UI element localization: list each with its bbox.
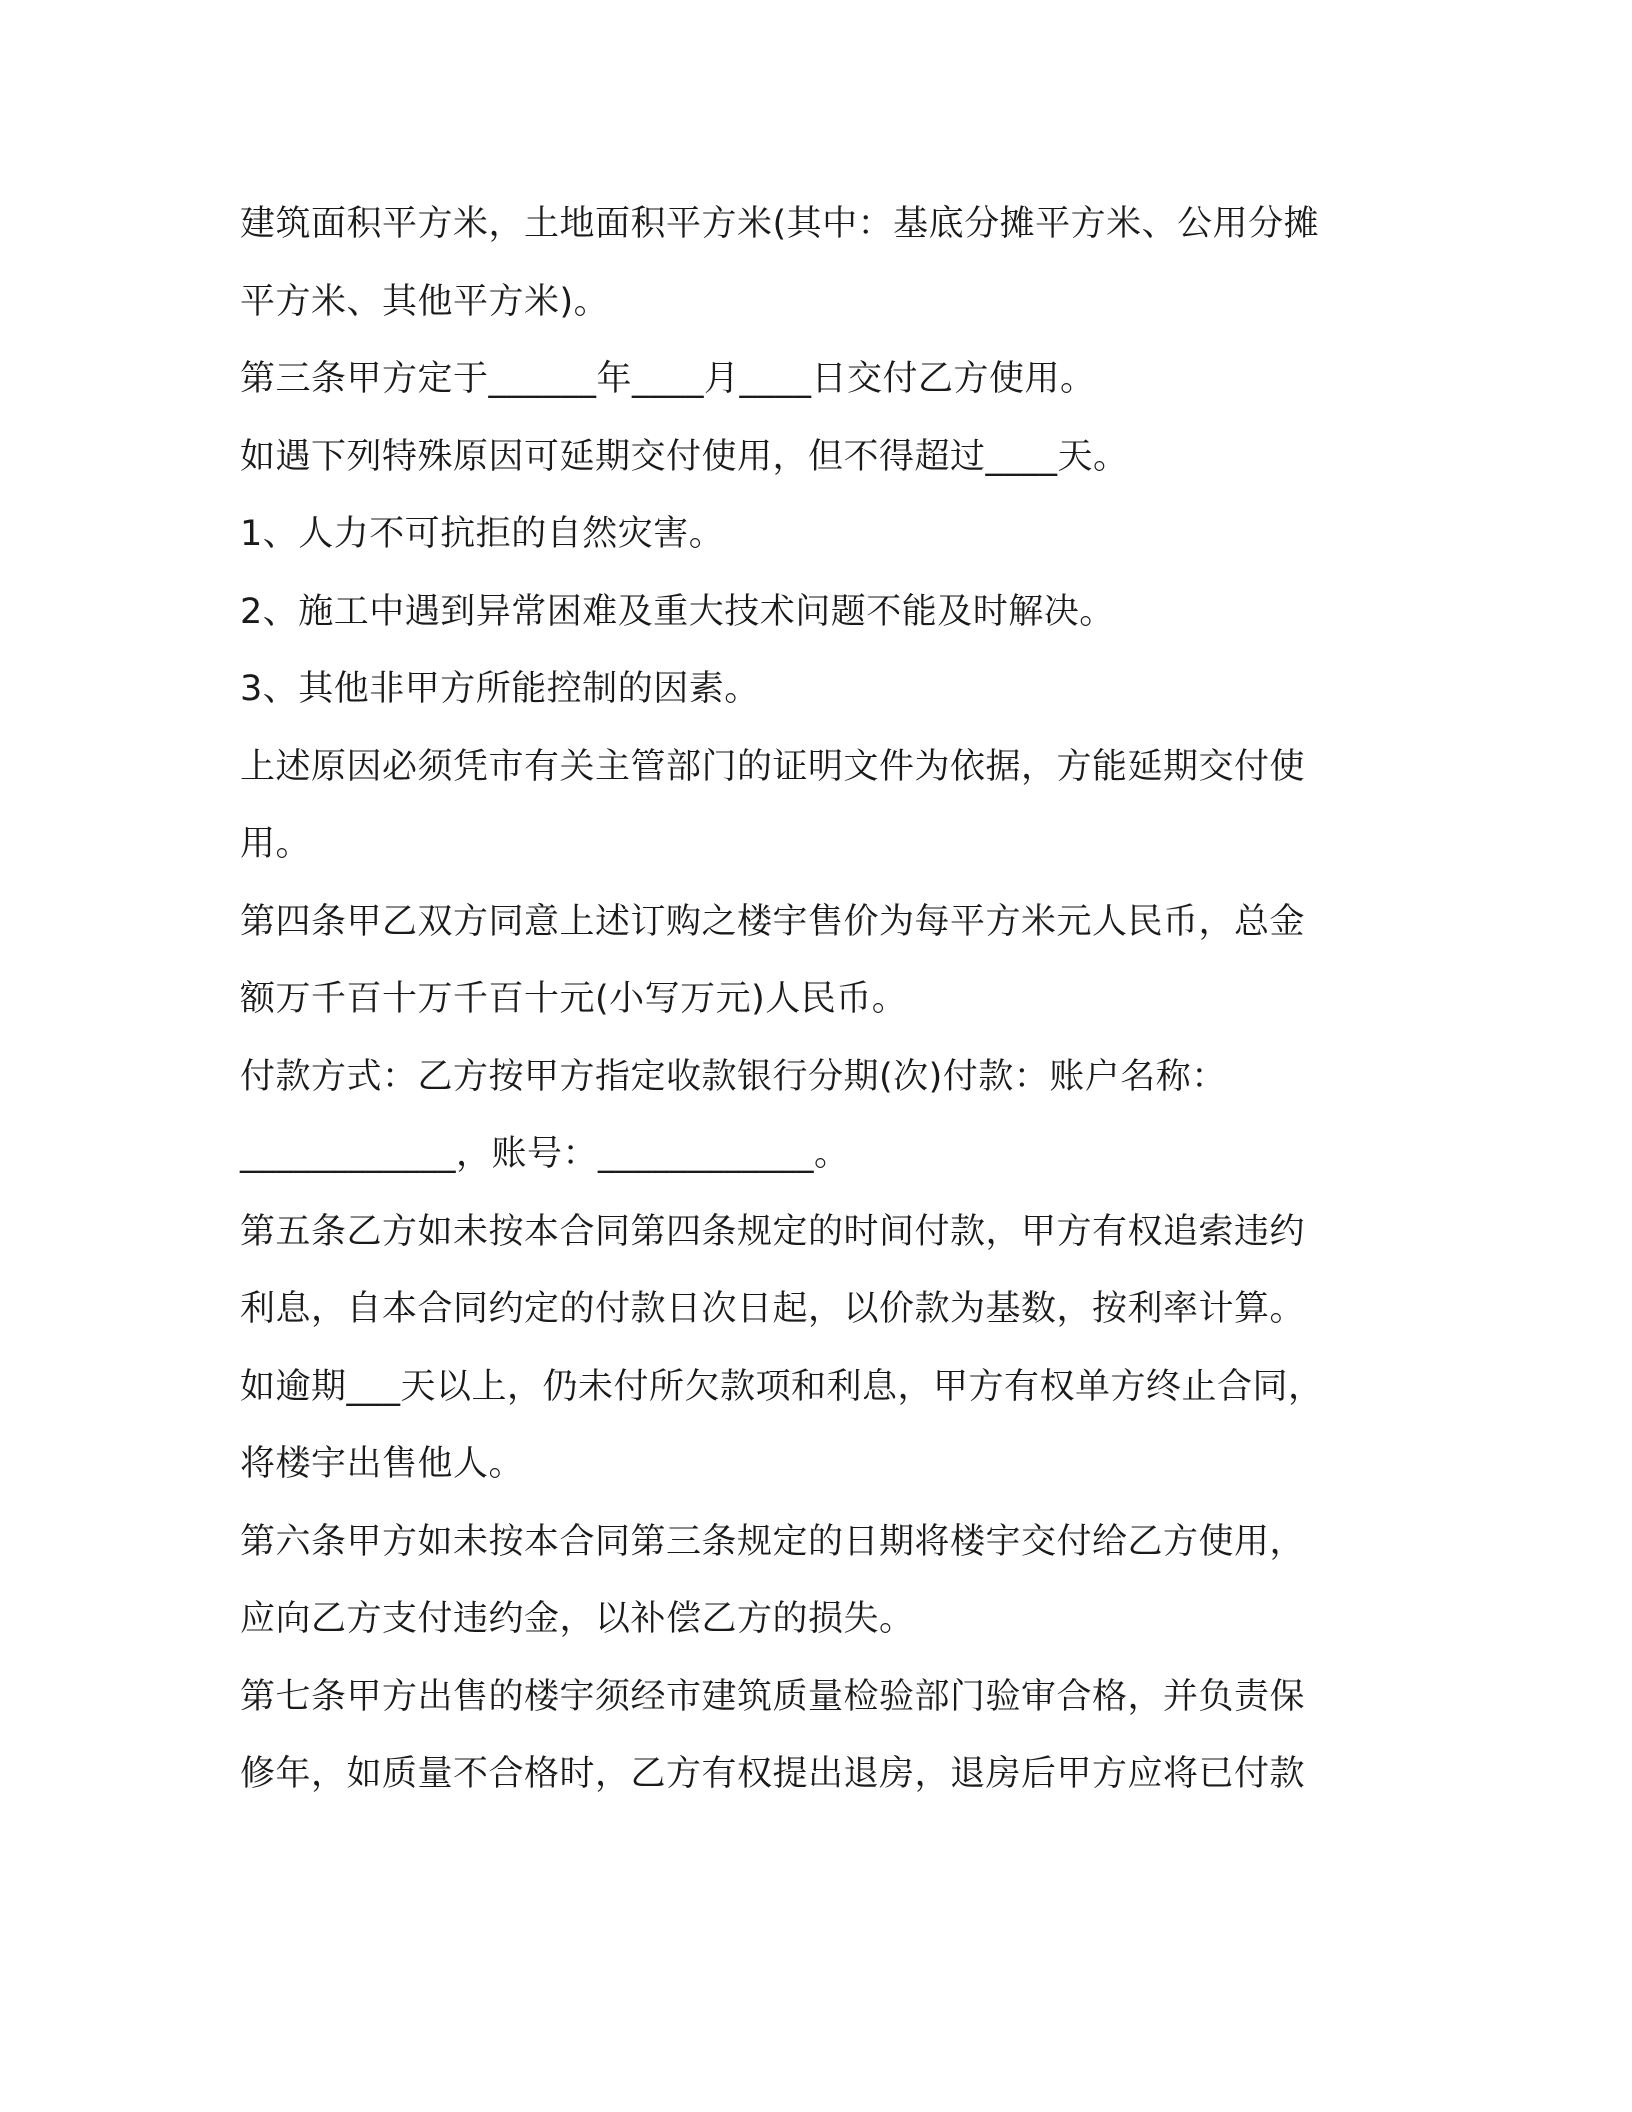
text-line: 额万千百十万千百十元(小写万元)人民币。 xyxy=(240,979,908,1019)
document-body xyxy=(240,186,1400,1814)
text-line: ____________，账号：____________。 xyxy=(240,1134,850,1174)
text-line: 第五条乙方如未按本合同第四条规定的时间付款，甲方有权追索违约 xyxy=(240,1211,1306,1252)
text-line: 平方米、其他平方米)。 xyxy=(240,281,610,322)
text-line: 如逾期___天以上，仍未付所欠款项和利息，甲方有权单方终止合同， xyxy=(240,1366,1324,1407)
text-line: 用。 xyxy=(240,824,312,864)
text-line: 第三条甲方定于______年____月____日交付乙方使用。 xyxy=(240,359,1096,399)
text-line: 如遇下列特殊原因可延期交付使用，但不得超过____天。 xyxy=(240,436,1129,477)
text-line: 1、人力不可抗拒的自然灾害。 xyxy=(240,514,725,554)
text-line: 上述原因必须凭市有关主管部门的证明文件为依据，方能延期交付使 xyxy=(240,746,1306,787)
text-line: 付款方式：乙方按甲方指定收款银行分期(次)付款：账户名称： xyxy=(240,1056,1227,1097)
text-line: 应向乙方支付违约金，以补偿乙方的损失。 xyxy=(240,1599,915,1639)
text-line: 第四条甲乙双方同意上述订购之楼宇售价为每平方米元人民币，总金 xyxy=(240,901,1306,942)
text-line: 将楼宇出售他人。 xyxy=(240,1444,525,1484)
text-line: 第六条甲方如未按本合同第三条规定的日期将楼宇交付给乙方使用， xyxy=(240,1521,1306,1562)
text-line: 3、其他非甲方所能控制的因素。 xyxy=(240,669,760,709)
text-line: 利息，自本合同约定的付款日次日起，以价款为基数，按利率计算。 xyxy=(240,1289,1306,1329)
text-line: 2、施工中遇到异常困难及重大技术问题不能及时解决。 xyxy=(240,591,1115,632)
text-line: 修年，如质量不合格时，乙方有权提出退房，退房后甲方应将已付款 xyxy=(240,1754,1306,1794)
text-line: 建筑面积平方米，土地面积平方米(其中：基底分摊平方米、公用分摊 xyxy=(240,204,1320,244)
text-line: 第七条甲方出售的楼宇须经市建筑质量检验部门验审合格，并负责保 xyxy=(240,1676,1306,1717)
